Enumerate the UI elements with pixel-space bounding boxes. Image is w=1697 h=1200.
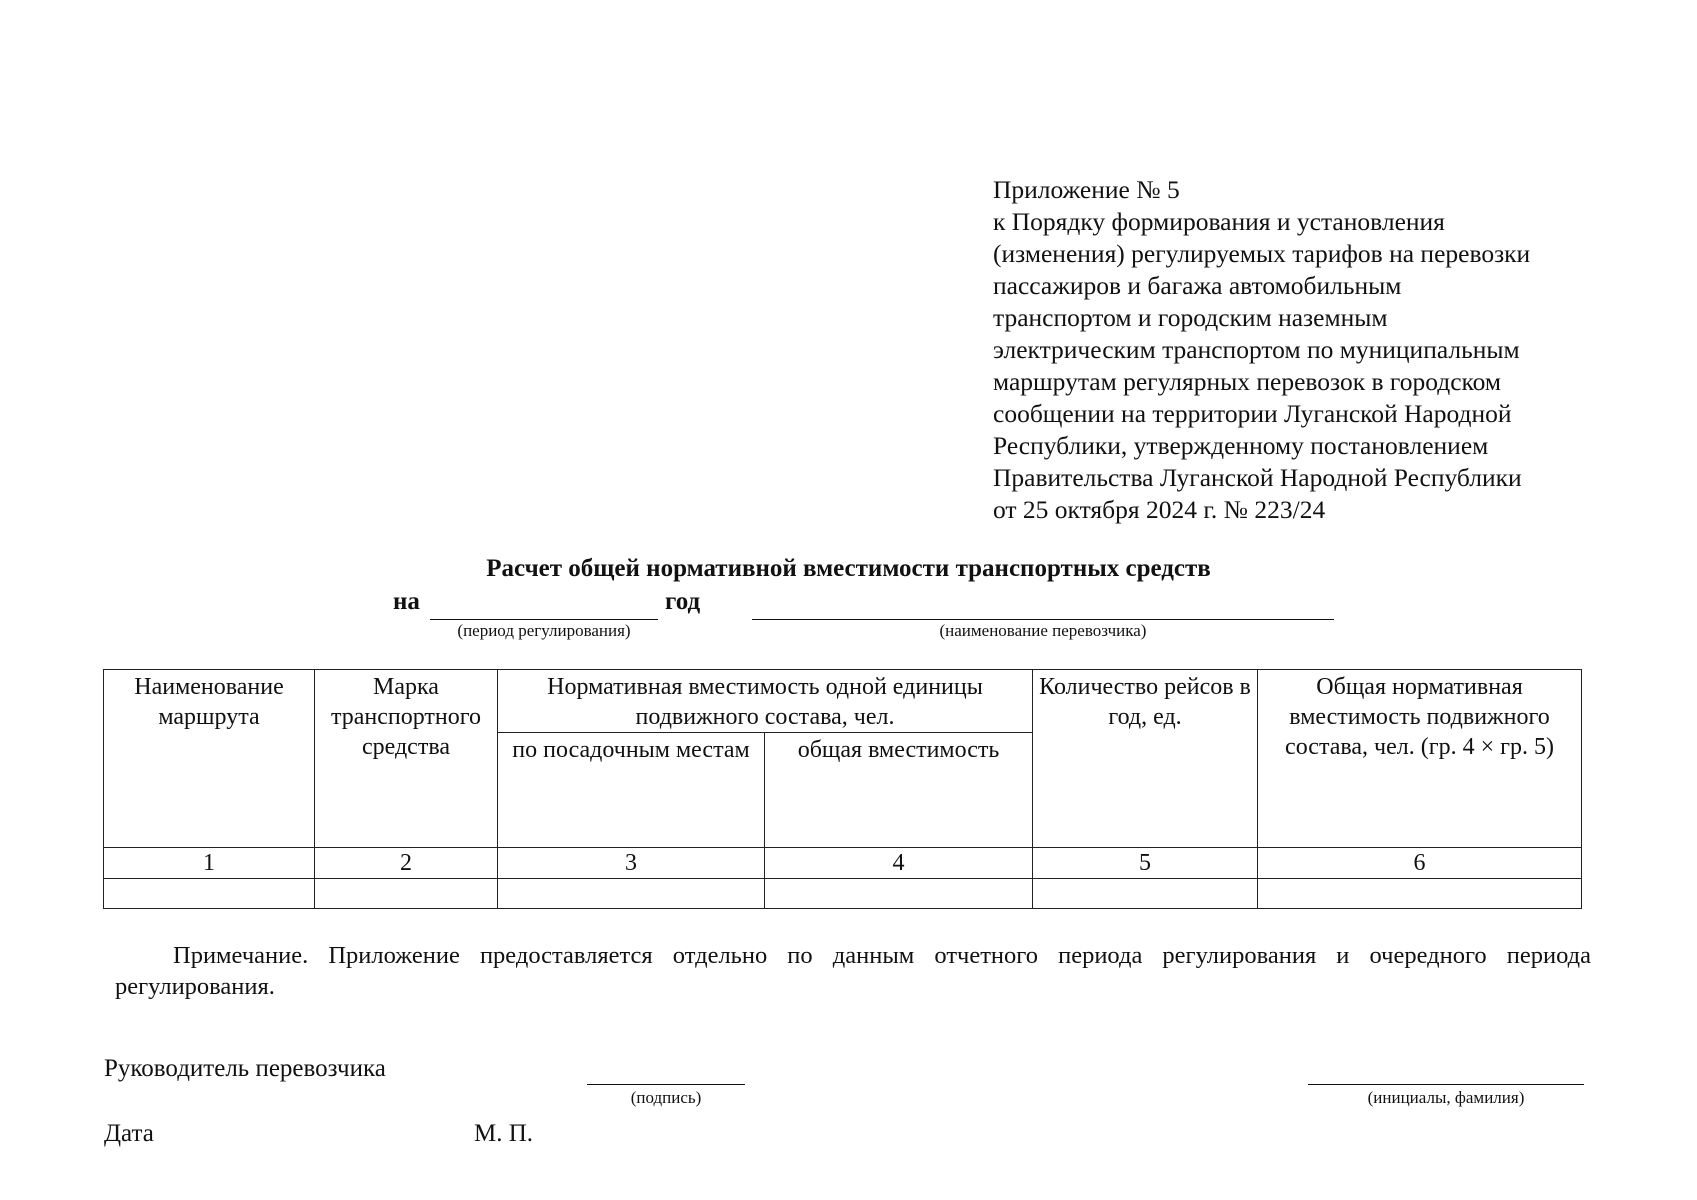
appendix-line: (изменения) регулируемых тарифов на перевозки (993, 239, 1531, 268)
header-total-vehicle-capacity: общая вместимость (765, 733, 1033, 848)
period-caption: (период регулирования) (457, 621, 631, 640)
column-number: 5 (1033, 848, 1258, 879)
column-number: 1 (104, 848, 315, 879)
appendix-line: Республики, утвержденному постановлением (993, 431, 1489, 460)
header-vehicle-brand: Марка транспортного средства (315, 670, 498, 848)
appendix-line: Приложение № 5 (993, 175, 1180, 204)
header-route-name: Наименование маршрута (104, 670, 315, 848)
table-cell-empty[interactable] (1258, 879, 1582, 909)
appendix-line: сообщении на территории Луганской Народной (993, 399, 1512, 428)
header-total-capacity: Общая нормативная вместимость подвижного состава, чел. (гр. 4 × гр. 5) (1258, 670, 1582, 848)
name-field[interactable] (1308, 1062, 1584, 1085)
column-number: 3 (498, 848, 765, 879)
appendix-line: пассажиров и багажа автомобильным (993, 271, 1402, 300)
carrier-name-field[interactable] (752, 593, 1334, 620)
appendix-line: Правительства Луганской Народной Республики (993, 463, 1522, 492)
column-number: 4 (765, 848, 1033, 879)
table-cell-empty[interactable] (315, 879, 498, 909)
carrier-caption: (наименование перевозчика) (939, 621, 1147, 640)
appendix-line: к Порядку формирования и установления (993, 207, 1445, 236)
header-unit-capacity-group: Нормативная вместимость одной единицы подвижного состава, чел. (498, 670, 1033, 733)
column-number: 6 (1258, 848, 1582, 879)
column-number: 2 (315, 848, 498, 879)
table-cell-empty[interactable] (498, 879, 765, 909)
header-trips-per-year: Количество рейсов в год, ед. (1033, 670, 1258, 848)
period-suffix: год (665, 588, 701, 615)
table-cell-empty[interactable] (104, 879, 315, 909)
document-title: Расчет общей нормативной вместимости транспортных средств (486, 555, 1211, 582)
signature-caption: (подпись) (630, 1088, 702, 1107)
header-seated-capacity: по посадочным местам (498, 733, 765, 848)
note-paragraph: Примечание. Приложение предоставляется отдельно по данным отчетного периода регулирования и очередного периода регулирования. (115, 942, 1591, 1000)
appendix-line: транспортом и городским наземным (993, 303, 1388, 332)
date-label: Дата (104, 1120, 154, 1147)
signature-field[interactable] (587, 1062, 745, 1085)
appendix-line: от 25 октября 2024 г. № 223/24 (993, 495, 1326, 524)
capacity-table (103, 669, 1582, 909)
table-cell-empty[interactable] (765, 879, 1033, 909)
head-label: Руководитель перевозчика (104, 1055, 386, 1082)
appendix-line: электрическим транспортом по муниципальным (993, 335, 1520, 364)
period-field[interactable] (430, 593, 658, 620)
table-cell-empty[interactable] (1033, 879, 1258, 909)
stamp-label: М. П. (474, 1120, 534, 1147)
appendix-header (993, 174, 1633, 526)
period-prefix: на (393, 588, 420, 615)
appendix-line: маршрутам регулярных перевозок в городском (993, 367, 1502, 396)
name-caption: (инициалы, фамилия) (1367, 1088, 1525, 1107)
